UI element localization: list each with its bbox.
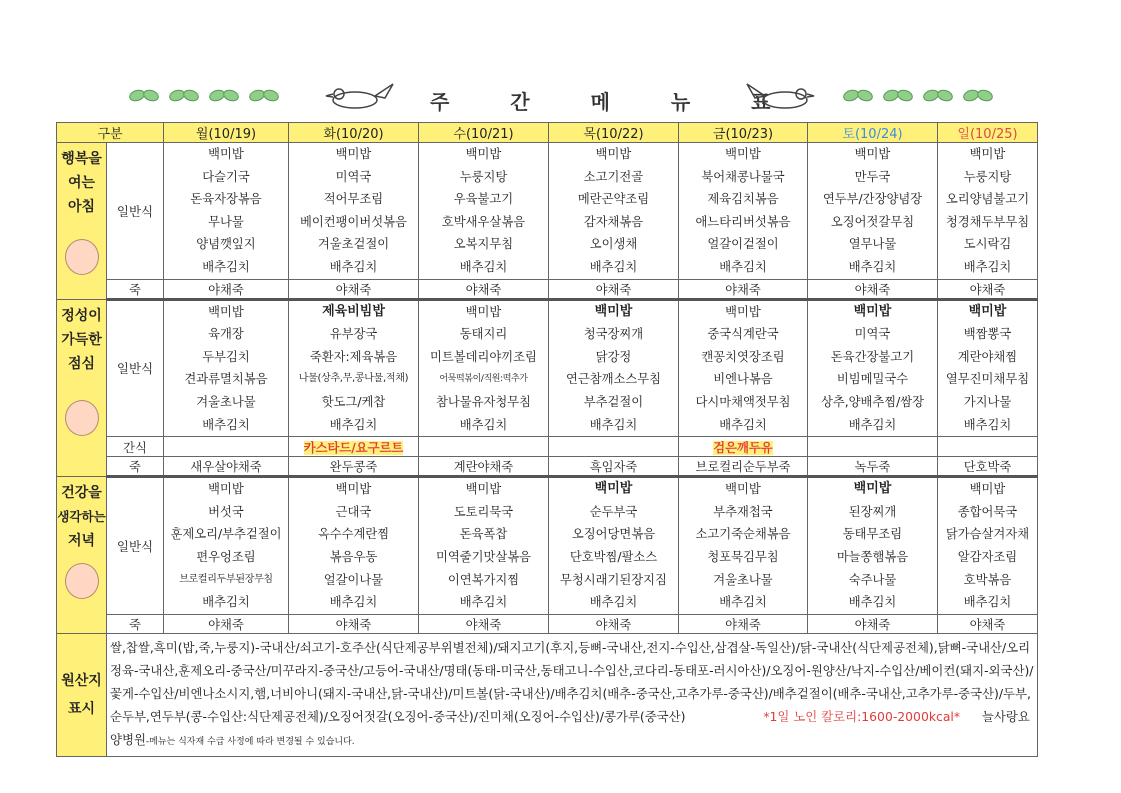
juk-cell: 야채죽 [679, 279, 808, 299]
breakfast-juk-row [57, 279, 1038, 299]
weekly-menu-table [56, 122, 1038, 757]
juk-cell: 야채죽 [808, 279, 938, 299]
snack-cell [549, 437, 679, 457]
origin-text: 쌀,찹쌀,흑미(밥,죽,누룽지)-국내산/쇠고기-호주산(식단제공부위별전체)/돼지고기(후지,등뼈-국내산,전지-수입산,삼겹살-독일산)/닭-국내산(식단제공전체),닭뼈-국내산/오리정육-국내산,훈제오리-중국산/미꾸라지-중국산/고등어-국내산/명태(동태-미국산,동태고니-수입산,코다리-동태포-러시아산)/오징어-원양산/낙지-수입산/베이컨(돼지-외국산)/꽃게-수입산/비엔나소시지,햄,너비아니(돼지-국내산,닭-국내산)/미트볼(닭-국내산)/배추김치(배추-중국산,고추가루-중국산)/배추겉절이(배추-국내산,고추가루-중국산)/두부,순두부,연두부(콩-수입산:식단제공전체)/오징어젓갈(오징어-중국산)/진미채(오징어-수입산)/콩가루(중국산) *1일 노인 칼로리:1600-2000kcal* 늘사랑요양병원-메뉴는 식자재 수급 사정에 따라 변경될 수 있습니다. [107, 633, 1038, 756]
juk-cell: 야채죽 [164, 279, 289, 299]
origin-row [57, 633, 1038, 756]
menu-cell: 백미밥 백짬뽕국 계란야채찜 열무진미채무침 가지나물 배추김치 [938, 299, 1038, 437]
menu-cell: 백미밥 동태지리 미트볼데리야끼조림 어묵떡볶이/직원:떡추가 참나물유자청무침 배추김치 [419, 299, 549, 437]
page-title: 주 간 메 뉴 표 [430, 90, 798, 114]
juk-cell: 야채죽 [289, 279, 419, 299]
calorie-note: *1일 노인 칼로리:1600-2000kcal* [763, 708, 961, 724]
menu-cell: 제육비빔밥 유부장국 죽환자:제육볶음 나물(상추,무,콩나물,적채) 핫도그/케찹 배추김치 [289, 299, 419, 437]
meal-type-label: 일반식 [107, 299, 164, 437]
menu-cell: 백미밥 다슬기국 돈육자장볶음 무나물 양념깻잎지 배추김치 [164, 143, 289, 280]
snack-label: 간식 [107, 437, 164, 457]
header-day: 월(10/19) [164, 123, 289, 143]
menu-cell: 백미밥 중국식계란국 캔꽁치엿장조림 비엔나볶음 다시마채액젓무침 배추김치 [679, 299, 808, 437]
menu-cell: 백미밥 청국장찌개 닭강정 연근참깨소스무침 부추겉절이 배추김치 [549, 299, 679, 437]
juk-cell: 야채죽 [938, 614, 1038, 633]
juk-label: 죽 [107, 457, 164, 477]
juk-label: 죽 [107, 614, 164, 633]
header-row [57, 123, 1038, 143]
juk-cell: 야채죽 [549, 279, 679, 299]
bird-illustration-left [325, 80, 395, 112]
snack-cell [808, 437, 938, 457]
dinner-label: 건강을 생각하는 저녁 [57, 477, 107, 634]
juk-cell: 야채죽 [938, 279, 1038, 299]
menu-cell: 백미밥 북어채콩나물국 제육김치볶음 애느타리버섯볶음 얼갈이겉절이 배추김치 [679, 143, 808, 280]
hospital-name: 늘사랑요양병원 [110, 708, 1030, 747]
juk-cell: 브로컬리순두부죽 [679, 457, 808, 477]
lunch-juk-row [57, 457, 1038, 477]
menu-cell: 백미밥 미역국 적어무조림 베이컨팽이버섯볶음 겨울초겉절이 배추김치 [289, 143, 419, 280]
character-face-icon [65, 239, 99, 275]
character-face-icon [65, 400, 99, 436]
menu-cell: 백미밥 근대국 옥수수계란찜 볶음우동 얼갈이나물 배추김치 [289, 477, 419, 615]
juk-cell: 새우살야채죽 [164, 457, 289, 477]
juk-cell: 야채죽 [164, 614, 289, 633]
origin-label: 원산지 표시 [57, 633, 107, 756]
menu-cell: 백미밥 소고기전골 메란곤약조림 감자채볶음 오이생채 배추김치 [549, 143, 679, 280]
header-category: 구분 [57, 123, 164, 143]
menu-cell: 백미밥 부추재첩국 소고기죽순채볶음 청포묵김무침 겨울초나물 배추김치 [679, 477, 808, 615]
juk-cell: 야채죽 [808, 614, 938, 633]
menu-cell: 백미밥 누룽지탕 오리양념불고기 청경채두부무침 도시락김 배추김치 [938, 143, 1038, 280]
snack-cell: 카스타드/요구르트 [289, 437, 419, 457]
juk-cell: 야채죽 [679, 614, 808, 633]
menu-cell: 백미밥 육개장 두부김치 견과류멸치볶음 겨울초나물 배추김치 [164, 299, 289, 437]
breakfast-label: 행복을 여는 아침 [57, 143, 107, 300]
menu-cell: 백미밥 버섯국 훈제오리/부추겉절이 편우엉조림 브로컬리두부된장무침 배추김치 [164, 477, 289, 615]
title-bar [0, 72, 1121, 122]
breakfast-menu-row [57, 143, 1038, 280]
dinner-menu-row [57, 477, 1038, 615]
sprout-decoration-left [128, 86, 280, 104]
menu-cell: 백미밥 도토리묵국 돈육폭찹 미역줄기맛살볶음 이연복가지찜 배추김치 [419, 477, 549, 615]
header-day: 수(10/21) [419, 123, 549, 143]
menu-cell: 백미밥 순두부국 오징어당면볶음 단호박찜/팔소스 무청시래기된장지짐 배추김치 [549, 477, 679, 615]
lunch-label: 정성이 가득한 점심 [57, 299, 107, 477]
header-day-sunday: 일(10/25) [938, 123, 1038, 143]
juk-cell: 흑임자죽 [549, 457, 679, 477]
juk-cell: 야채죽 [549, 614, 679, 633]
header-day: 목(10/22) [549, 123, 679, 143]
snack-cell: 검은깨두유 [679, 437, 808, 457]
header-day-saturday: 토(10/24) [808, 123, 938, 143]
header-day: 화(10/20) [289, 123, 419, 143]
menu-cell: 백미밥 종합어묵국 닭가슴살겨자채 알감자조림 호박볶음 배추김치 [938, 477, 1038, 615]
menu-change-note: -메뉴는 식자재 수급 사정에 따라 변경될 수 있습니다. [145, 736, 355, 747]
sprout-decoration-right [842, 86, 994, 104]
lunch-menu-row [57, 299, 1038, 437]
meal-type-label: 일반식 [107, 143, 164, 280]
header-day: 금(10/23) [679, 123, 808, 143]
menu-cell: 백미밥 만두국 연두부/간장양념장 오징어젓갈무침 열무나물 배추김치 [808, 143, 938, 280]
snack-cell [419, 437, 549, 457]
dinner-juk-row [57, 614, 1038, 633]
menu-cell: 백미밥 누룽지탕 우육불고기 호박새우살볶음 오복지무침 배추김치 [419, 143, 549, 280]
menu-cell: 백미밥 된장찌개 동태무조림 마늘쫑햄볶음 숙주나물 배추김치 [808, 477, 938, 615]
juk-cell: 야채죽 [419, 279, 549, 299]
meal-type-label: 일반식 [107, 477, 164, 615]
juk-cell: 단호박죽 [938, 457, 1038, 477]
juk-cell: 야채죽 [419, 614, 549, 633]
juk-cell: 완두콩죽 [289, 457, 419, 477]
juk-label: 죽 [107, 279, 164, 299]
juk-cell: 계란야채죽 [419, 457, 549, 477]
lunch-snack-row [57, 437, 1038, 457]
menu-cell: 백미밥 미역국 돈육간장불고기 비빔메밀국수 상추,양배추찜/쌈장 배추김치 [808, 299, 938, 437]
snack-cell [938, 437, 1038, 457]
bird-illustration-right [745, 80, 815, 112]
character-face-icon [65, 563, 99, 599]
juk-cell: 녹두죽 [808, 457, 938, 477]
snack-cell [164, 437, 289, 457]
juk-cell: 야채죽 [289, 614, 419, 633]
